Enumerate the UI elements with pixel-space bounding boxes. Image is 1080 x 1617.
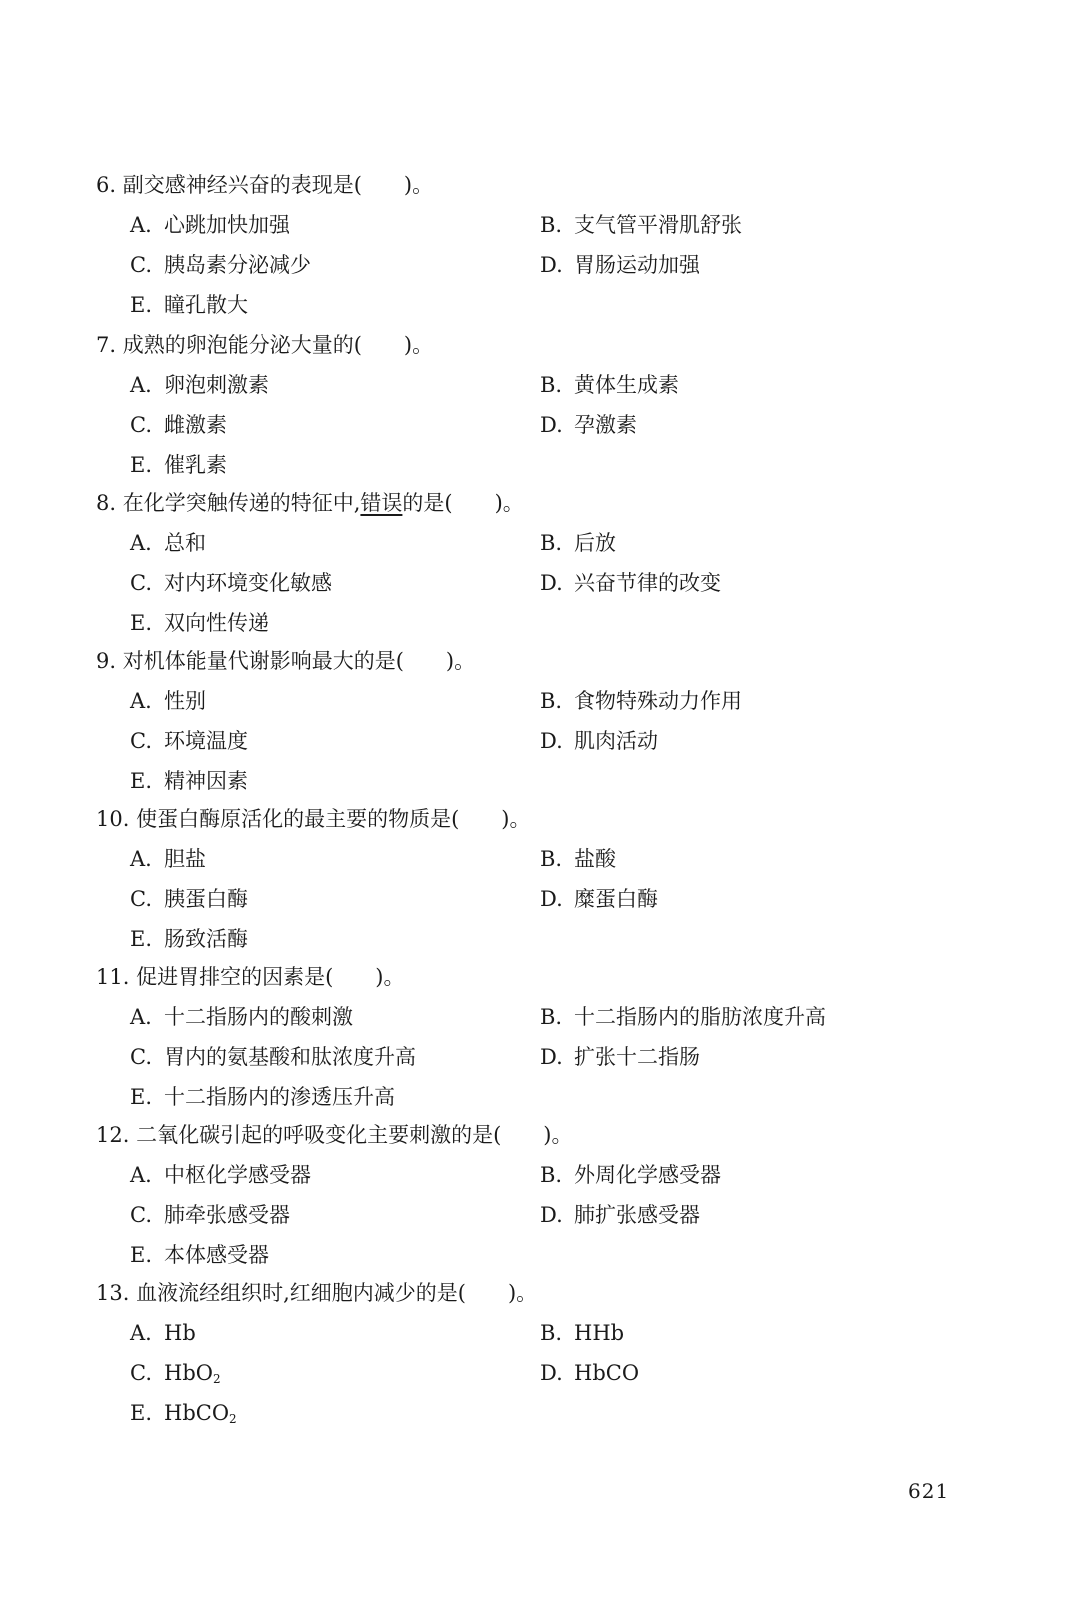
option-d: D. 孕激素 (540, 413, 637, 437)
option-c: C. 胰蛋白酶 (130, 887, 248, 911)
subscript: 2 (212, 1372, 221, 1386)
question-stem (96, 646, 475, 676)
option-d: D. 胃肠运动加强 (540, 253, 700, 277)
option-b: B. 黄体生成素 (540, 373, 679, 397)
option-a: A. 十二指肠内的酸刺激 (130, 1005, 353, 1029)
subscript: 2 (229, 1412, 237, 1426)
option-c: C. 环境温度 (130, 729, 248, 753)
option-e: E. 十二指肠内的渗透压升高 (130, 1085, 395, 1109)
option-d: D. 肌肉活动 (540, 729, 658, 753)
option-a: A. 胆盐 (130, 847, 206, 871)
question-number: 10. (96, 807, 130, 831)
question-text: 对机体能量代谢影响最大的是( )。 (122, 649, 476, 673)
option-c: C. HbO$_2$ (130, 1361, 221, 1386)
option-e: E. 瞳孔散大 (130, 293, 248, 317)
option-a: A. Hb (130, 1321, 196, 1345)
option-e: E. 本体感受器 (130, 1243, 269, 1267)
option-a: A. 总和 (130, 531, 206, 555)
question-text: 副交感神经兴奋的表现是( )。 (122, 173, 434, 197)
question-stem (96, 330, 433, 360)
question-text: 成熟的卵泡能分泌大量的( )。 (122, 333, 434, 357)
question-text: 血液流经组织时,红细胞内减少的是( )。 (136, 1281, 538, 1305)
question-stem (96, 1278, 537, 1308)
option-b: B. HHb (540, 1321, 625, 1345)
option-c: C. 胃内的氨基酸和肽浓度升高 (130, 1045, 416, 1069)
option-b: B. 外周化学感受器 (540, 1163, 721, 1187)
option-a: A. 性别 (130, 689, 206, 713)
question-text: 在化学突触传递的特征中,错误的是( )。 (122, 491, 524, 515)
question-number: 11. (96, 965, 130, 989)
question-text: 促进胃排空的因素是( )。 (136, 965, 405, 989)
question-text: 使蛋白酶原活化的最主要的物质是( )。 (136, 807, 531, 831)
option-e: E. 双向性传递 (130, 611, 269, 635)
question-number: 13. (96, 1281, 130, 1305)
option-a: A. 心跳加快加强 (130, 213, 290, 237)
question-stem (96, 488, 524, 518)
option-d: D. 糜蛋白酶 (540, 887, 658, 911)
option-a: A. 卵泡刺激素 (130, 373, 269, 397)
option-e: E. HbCO$_2$ (130, 1401, 237, 1426)
page-number: 621 (908, 1479, 950, 1503)
option-e: E. 肠致活酶 (130, 927, 248, 951)
option-b: B. 十二指肠内的脂肪浓度升高 (540, 1005, 826, 1029)
question-number: 8. (96, 491, 117, 515)
question-number: 7. (96, 333, 117, 357)
option-d: D. 肺扩张感受器 (540, 1203, 700, 1227)
option-d: D. HbCO (540, 1361, 640, 1385)
question-stem (96, 804, 530, 834)
question-number: 9. (96, 649, 117, 673)
option-c: C. 胰岛素分泌减少 (130, 253, 311, 277)
option-c: C. 对内环境变化敏感 (130, 571, 332, 595)
option-d: D. 兴奋节律的改变 (540, 571, 721, 595)
question-text: 二氧化碳引起的呼吸变化主要刺激的是( )。 (136, 1123, 573, 1147)
option-b: B. 盐酸 (540, 847, 616, 871)
question-number: 12. (96, 1123, 130, 1147)
emphasis-underline: 错误 (360, 491, 403, 515)
question-stem (96, 170, 433, 200)
option-a: A. 中枢化学感受器 (130, 1163, 311, 1187)
option-e: E. 精神因素 (130, 769, 248, 793)
question-number: 6. (96, 173, 117, 197)
option-b: B. 食物特殊动力作用 (540, 689, 742, 713)
question-stem (96, 1120, 572, 1150)
option-c: C. 雌激素 (130, 413, 227, 437)
question-stem (96, 962, 404, 992)
option-e: E. 催乳素 (130, 453, 227, 477)
option-b: B. 支气管平滑肌舒张 (540, 213, 742, 237)
option-d: D. 扩张十二指肠 (540, 1045, 700, 1069)
option-c: C. 肺牵张感受器 (130, 1203, 290, 1227)
option-b: B. 后放 (540, 531, 616, 555)
